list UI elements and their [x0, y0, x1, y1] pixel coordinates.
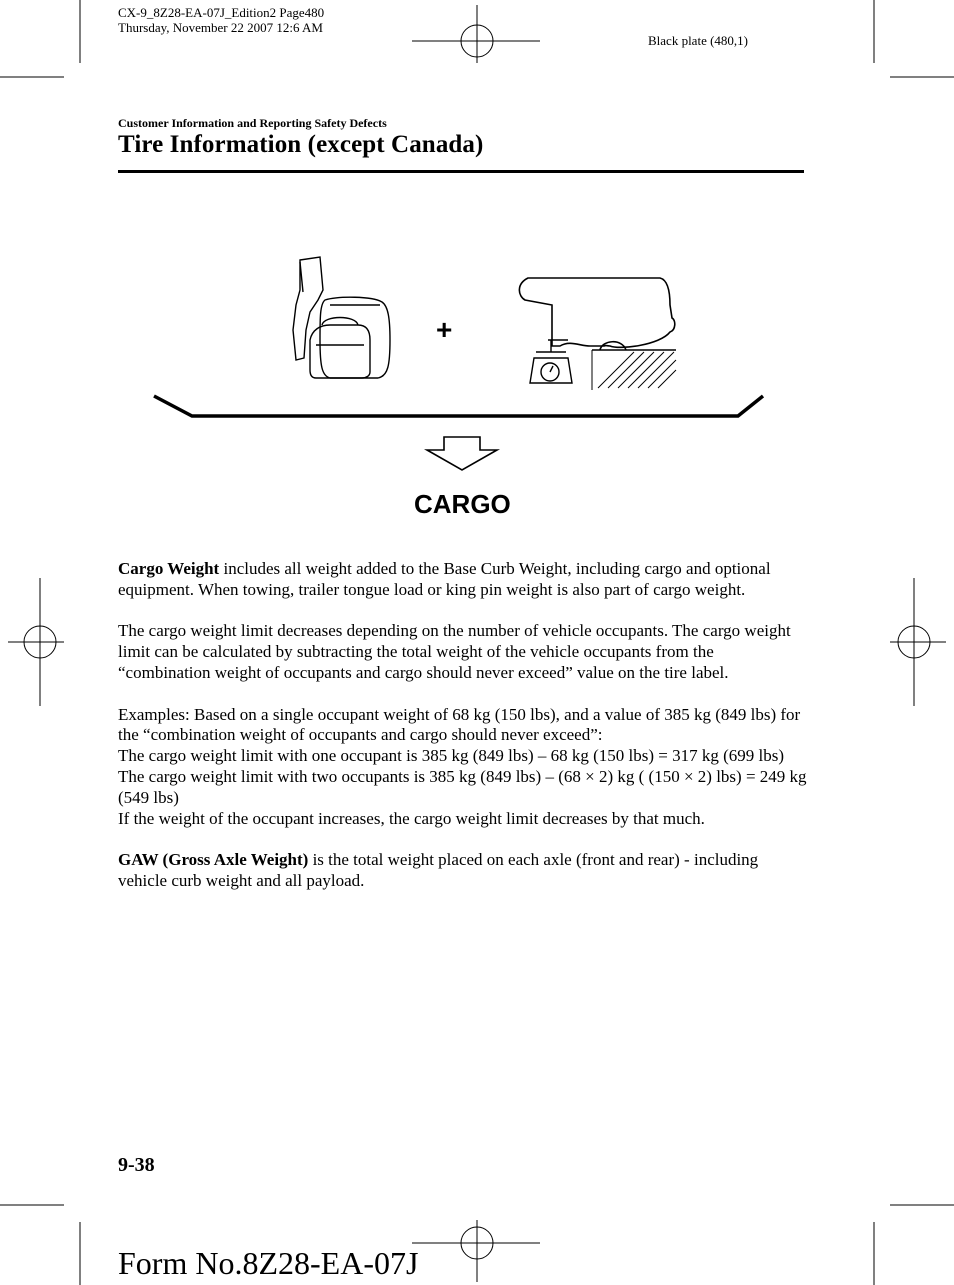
breadcrumb: Customer Information and Reporting Safety Defects: [118, 116, 387, 130]
example-line-4: If the weight of the occupant increases, the cargo weight limit decreases by that much.: [118, 808, 705, 828]
registration-mark-right: [890, 578, 946, 706]
term-cargo-weight: Cargo Weight: [118, 559, 220, 578]
print-slug: [118, 5, 324, 35]
plus-symbol: +: [436, 314, 453, 345]
paragraph-cargo-weight: Cargo Weight includes all weight added to the Base Curb Weight, including cargo and optional equipment. When towing, trailer tongue load or king pin weight is also part of cargo weight.: [118, 559, 771, 599]
slug-line-2: Thursday, November 22 2007 12:6 AM: [118, 20, 323, 35]
term-gaw: GAW (Gross Axle Weight): [118, 850, 309, 870]
title-rule: [118, 170, 804, 173]
down-arrow-icon: [427, 437, 497, 470]
body-text: [118, 559, 808, 892]
page-number: 9-38: [118, 1154, 155, 1176]
example-line-3: The cargo weight limit with two occupants is 385 kg (849 lbs) – (68 × 2) kg ( (150 × 2) lbs) = 249 kg (549 lbs): [118, 766, 807, 807]
vehicle-icon: [519, 278, 674, 350]
registration-mark-top: [412, 5, 540, 63]
paragraph-gaw: GAW (Gross Axle Weight) is the total weight placed on each axle (front and rear) - including vehicle curb weight and all payload.: [118, 850, 759, 890]
paragraph-limit: The cargo weight limit decreases depending on the number of vehicle occupants. The cargo weight limit can be calculated by subtracting the total weight of the vehicle occupants from the “combination weight of occupants and cargo should never exceed” value on the tire label.: [118, 621, 791, 682]
cargo-label: CARGO: [414, 489, 511, 519]
luggage-icon: [293, 257, 390, 378]
bracket-icon: [154, 396, 763, 416]
registration-mark-left: [8, 578, 64, 706]
cargo-illustration: [154, 257, 763, 470]
form-number: Form No.8Z28-EA-07J: [118, 1245, 419, 1281]
registration-mark-bottom: [412, 1220, 540, 1282]
scale-icon: [530, 340, 572, 383]
slug-line-1: CX-9_8Z28-EA-07J_Edition2 Page480: [118, 5, 325, 20]
ground-icon: [592, 350, 676, 390]
example-line-1: Examples: Based on a single occupant weight of 68 kg (150 lbs), and a value of 385 kg (849 lbs) for the “combination weight of occupants and cargo should never exceed”:: [118, 704, 801, 745]
page-title: Tire Information (except Canada): [118, 131, 484, 158]
plate-label: Black plate (480,1): [648, 33, 748, 48]
example-line-2: The cargo weight limit with one occupant is 385 kg (849 lbs) – 68 kg (150 lbs) = 317 kg (699 lbs): [118, 746, 785, 766]
